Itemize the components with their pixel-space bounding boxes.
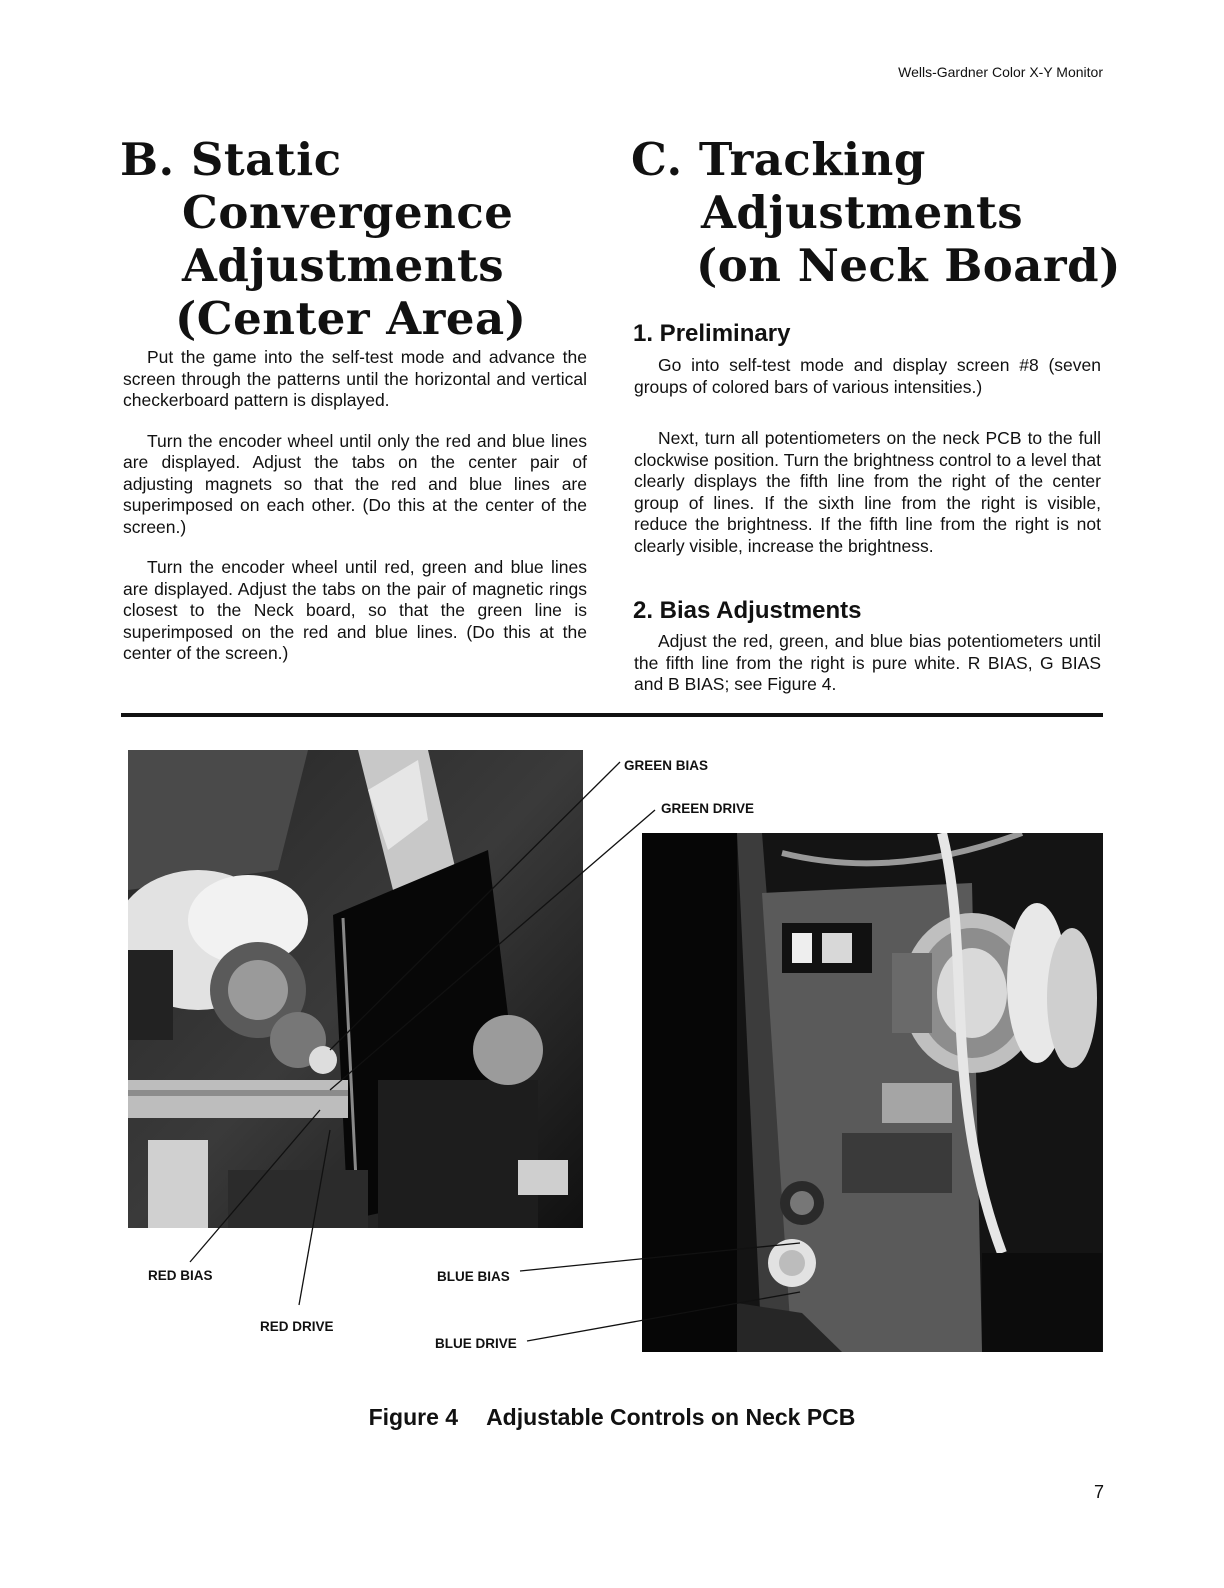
paragraph: Put the game into the self-test mode and advance the screen through the patterns until the horizontal and vertical checkerboard pattern is displayed. — [123, 347, 587, 410]
paragraph: Next, turn all potentiometers on the neck PCB to the full clockwise position. Turn the brightness control to a level that clearly displays the fifth line from the right of the center group of lines. If the sixth line from the right is visible, reduce the brightness. If the fifth line from the right is not clearly visible, increase the brightness. — [634, 428, 1101, 556]
left-heading-line: Convergence — [182, 186, 514, 239]
left-heading-line: (Center Area) — [175, 292, 527, 345]
paragraph: Turn the encoder wheel until only the red and blue lines are displayed. Adjust the tabs on the center pair of adjusting magnets so that the red and blue lines are superimposed on each other. (Do this at the center of the screen.) — [123, 430, 587, 537]
label-red-bias: RED BIAS — [148, 1268, 213, 1283]
section-title-preliminary: 1. Preliminary — [633, 320, 791, 347]
figure-caption — [0, 1404, 1224, 1431]
label-red-drive: RED DRIVE — [260, 1319, 334, 1334]
running-header: Wells-Gardner Color X-Y Monitor — [898, 64, 1103, 80]
section-title-bias: 2. Bias Adjustments — [633, 597, 862, 624]
left-heading-line: B. Static — [120, 133, 342, 186]
right-heading-line: Adjustments — [701, 186, 1024, 239]
figure-title: Adjustable Controls on Neck PCB — [486, 1404, 856, 1430]
paragraph: Adjust the red, green, and blue bias potentiometers until the fifth line from the right is pure white. R BIAS, G BIAS and B BIAS; see Figure 4. — [634, 631, 1101, 694]
right-heading-line: C. Tracking — [631, 133, 926, 186]
page-number: 7 — [1093, 1482, 1104, 1502]
label-blue-drive: BLUE DRIVE — [435, 1336, 517, 1351]
left-heading-line: Adjustments — [182, 239, 505, 292]
right-heading-line: (on Neck Board) — [696, 239, 1121, 292]
label-green-drive: GREEN DRIVE — [661, 801, 755, 816]
label-green-bias: GREEN BIAS — [624, 758, 709, 773]
paragraph: Turn the encoder wheel until red, green and blue lines are displayed. Adjust the tabs on the pair of magnetic rings closest to the Neck board, so that the green line is superimposed on the red and blue lines. (Do this at the center of the screen.) — [123, 557, 587, 663]
figure-number: Figure 4 — [368, 1404, 459, 1430]
label-blue-bias: BLUE BIAS — [437, 1269, 510, 1284]
paragraph: Go into self-test mode and display screen #8 (seven groups of colored bars of various intensities.) — [634, 355, 1101, 397]
